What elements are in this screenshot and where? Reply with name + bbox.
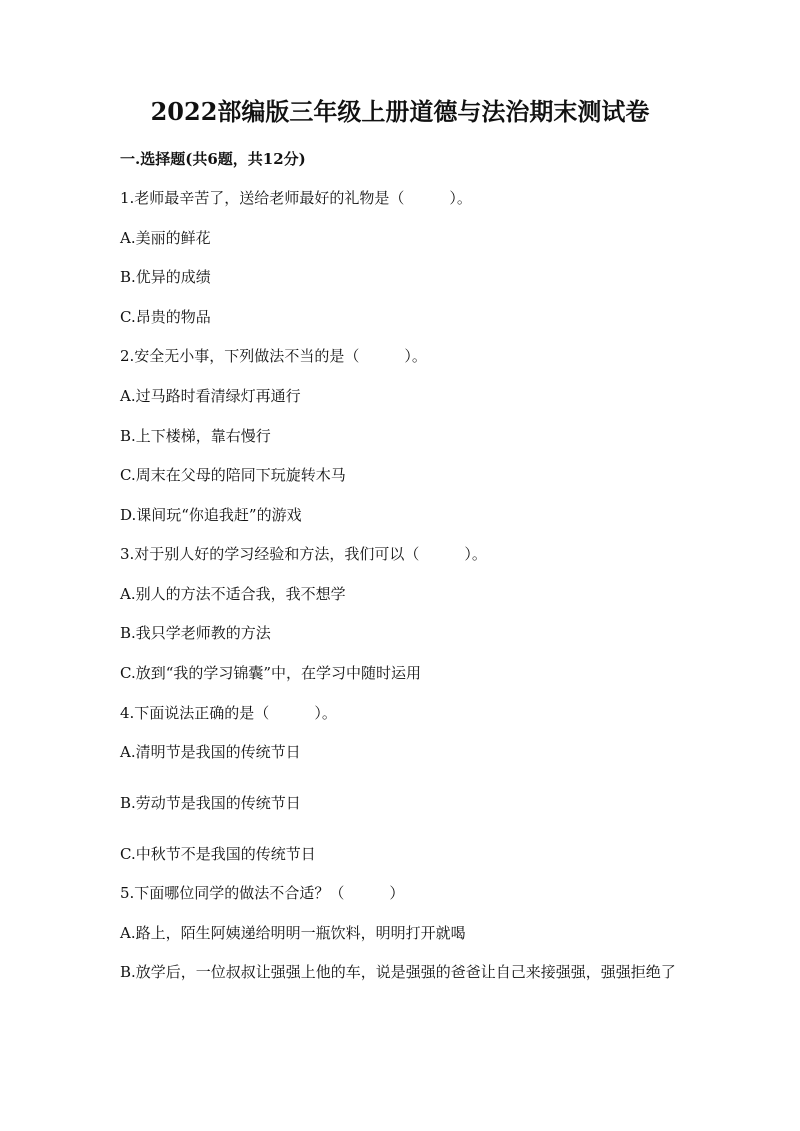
question-stem: 2.安全无小事，下列做法不当的是（ ）。 — [120, 347, 427, 365]
page-title: 2022部编版三年级上册道德与法治期末测试卷 — [150, 97, 650, 126]
section-heading: 一.选择题(共6题，共12分) — [120, 150, 306, 168]
question-stem: 4.下面说法正确的是（ ）。 — [120, 704, 337, 722]
option: B.优异的成绩 — [120, 268, 211, 286]
option: D.课间玩“你追我赶”的游戏 — [120, 506, 302, 524]
option: B.我只学老师教的方法 — [120, 624, 271, 642]
option: A.美丽的鲜花 — [120, 229, 211, 247]
option: A.别人的方法不适合我，我不想学 — [120, 585, 346, 603]
option: B.上下楼梯，靠右慢行 — [120, 427, 271, 445]
question-stem: 1.老师最辛苦了，送给老师最好的礼物是（ ）。 — [120, 189, 472, 207]
option: C.周末在父母的陪同下玩旋转木马 — [120, 466, 346, 484]
option: C.中秋节不是我国的传统节日 — [120, 845, 316, 863]
option: A.路上，陌生阿姨递给明明一瓶饮料，明明打开就喝 — [120, 924, 466, 942]
option: C.放到“我的学习锦囊”中，在学习中随时运用 — [120, 664, 422, 682]
question-stem: 3.对于别人好的学习经验和方法，我们可以（ ）。 — [120, 545, 487, 563]
option: C.昂贵的物品 — [120, 308, 211, 326]
question-stem: 5.下面哪位同学的做法不合适？（ ） — [120, 884, 405, 902]
option: B.放学后，一位叔叔让强强上他的车，说是强强的爸爸让自己来接强强，强强拒绝了 — [120, 963, 676, 981]
option: B.劳动节是我国的传统节日 — [120, 794, 301, 812]
option: A.清明节是我国的传统节日 — [120, 743, 301, 761]
option: A.过马路时看清绿灯再通行 — [120, 387, 301, 405]
